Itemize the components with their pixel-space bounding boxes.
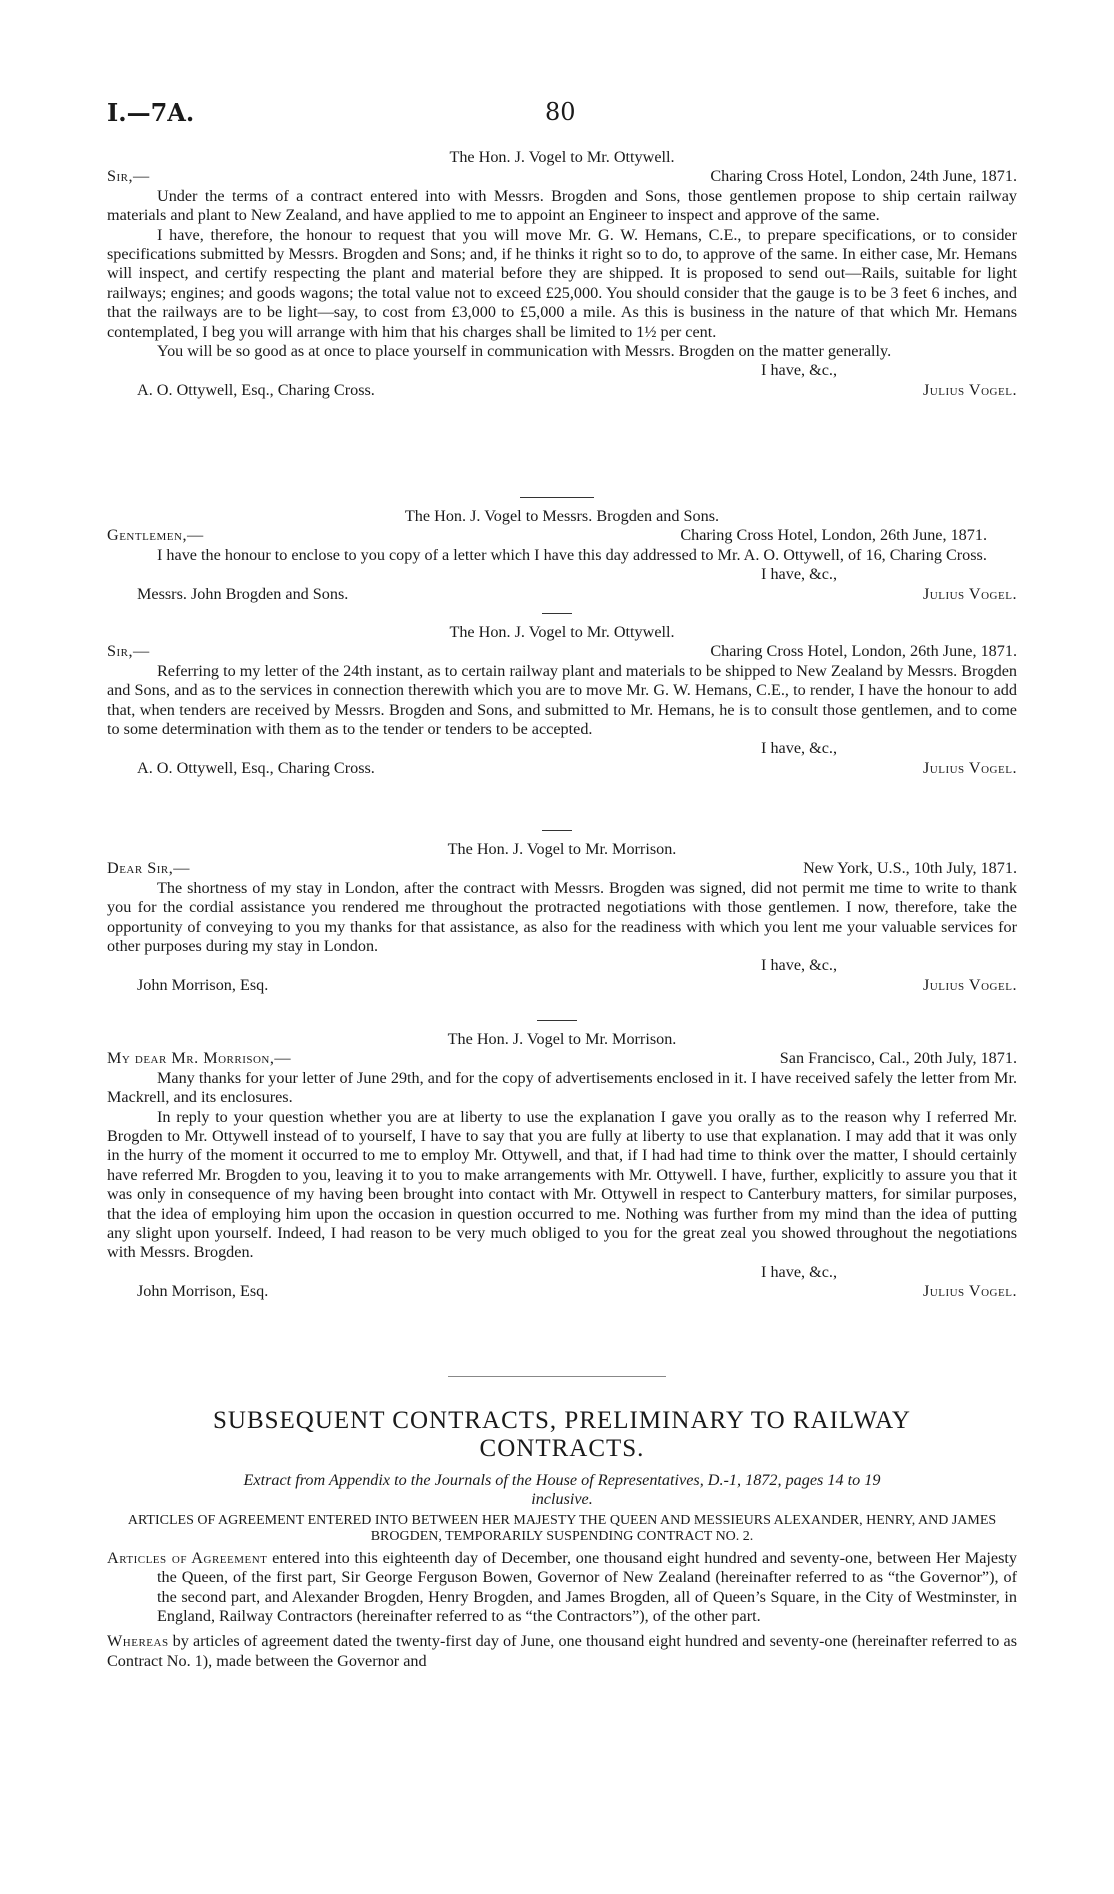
page-reference: I.—7A. (107, 98, 195, 127)
paragraph: The shortness of my stay in London, after the contract with Messrs. Brogden was signed, did not permit me time to write to thank you for the cordial assistance you rendered me throughout the protracted negotiations with those gentlemen. I now, therefore, take the opportunity of conveying to you my thanks for that assistance, as also for the readiness with which you lent me your valuable services for other purposes during my stay in London. (107, 878, 1017, 956)
paragraph: In reply to your question whether you are at liberty to use the explanation I gave you orally as to the reason why I referred Mr. Brogden to Mr. Ottywell instead of to yourself, I have to say that you are fully at liberty to use that explanation. I may add that it was only in the hurry of the moment it occurred to me to employ Mr. Ottywell, and that, if I had had time to think over the matter, I should certainly have referred Mr. Brogden to you, leaving it to you to make arrangements with Mr. Ottywell. I have, further, explicitly to assure you that it was only in consequence of my having been brought into contact with Mr. Ottywell in respect to Canterbury matters, for similar purposes, that the idea of employing him upon the occasion in question occurred to me. Nothing was further from my mind than the idea of putting any slight upon yourself. Indeed, I had reason to be very much obliged to you for the great zeal you showed throughout the negotiations with Messrs. Brogden. (107, 1107, 1017, 1262)
section-title-line-1: SUBSEQUENT CONTRACTS, PRELIMINARY TO RAILWAY (212, 1407, 911, 1434)
signature: Julius Vogel. (922, 1282, 1017, 1301)
letter-head (107, 526, 1017, 545)
place-date: Charing Cross Hotel, London, 24th June, 1871. (710, 167, 1017, 186)
letter-footer (107, 381, 1017, 400)
letter-footer (107, 585, 1017, 604)
place-date: Charing Cross Hotel, London, 26th June, 1871. (680, 526, 987, 545)
letter-5 (107, 1030, 1017, 1302)
letter-1 (107, 148, 1017, 400)
closing: I have, &c., (761, 565, 837, 584)
closing: I have, &c., (761, 739, 837, 758)
divider (537, 1020, 577, 1021)
whereas-paragraph (107, 1632, 1017, 1671)
closing: I have, &c., (761, 361, 837, 380)
signature: Julius Vogel. (922, 380, 1017, 399)
salutation: Sir,— (107, 642, 150, 661)
addressee: John Morrison, Esq. (137, 1282, 269, 1301)
articles-lead: Articles of Agreement (107, 1548, 268, 1567)
extract-note: Extract from Appendix to the Journals of the House of Representatives, D.-1, 1872, pages 14 to 19 (243, 1471, 881, 1489)
letter-title: The Hon. J. Vogel to Mr. Ottywell. (449, 148, 675, 166)
addressee: John Morrison, Esq. (137, 975, 269, 994)
paragraph: I have, therefore, the honour to request that you will move Mr. G. W. Hemans, C.E., to prepare specifications, or to consider specifications submitted by Messrs. Brogden and Sons; and, if he thinks it right so to do, to approve of the same. In either case, Mr. Hemans will inspect, and certify respecting the plant and material before they are shipped. It is proposed to send out—Rails, suitable for light railways; engines; and goods wagons; the total value not to exceed £25,000. You should consider that the gauge is to be 3 feet 6 inches, and that the railways are to be light—say, to cost from £3,000 to £5,000 a mile. As this is business in the nature of that which Mr. Hemans contemplated, I beg you will arrange with him that his charges shall be limited to 1½ per cent. (107, 225, 1017, 341)
paragraph: I have the honour to enclose to you copy of a letter which I have this day addressed to Mr. A. O. Ottywell, of 16, Charing Cross. (157, 545, 987, 564)
place-date: Charing Cross Hotel, London, 26th June, 1871. (710, 642, 1017, 661)
paragraph: You will be so good as at once to place yourself in communication with Messrs. Brogden on the matter generally. (157, 342, 892, 361)
letter-3 (107, 623, 1017, 778)
divider (520, 497, 594, 498)
place-date: San Francisco, Cal., 20th July, 1871. (779, 1049, 1017, 1068)
letter-2 (107, 507, 1017, 604)
extract-note-cont: inclusive. (531, 1490, 593, 1509)
section-title (107, 1407, 1017, 1463)
divider (542, 830, 572, 831)
divider (542, 613, 572, 614)
paragraph: Many thanks for your letter of June 29th, and for the copy of advertisements enclosed in it. I have received safely the letter from Mr. Mackrell, and its enclosures. (107, 1068, 1017, 1107)
addressee: Messrs. John Brogden and Sons. (137, 584, 349, 603)
section-divider (448, 1376, 666, 1377)
letter-title: The Hon. J. Vogel to Mr. Morrison. (447, 1030, 677, 1048)
letter-footer (107, 759, 1017, 778)
letter-head (107, 859, 1017, 878)
section-body (107, 1471, 1017, 1671)
addressee: A. O. Ottywell, Esq., Charing Cross. (137, 758, 375, 777)
closing: I have, &c., (761, 956, 837, 975)
closing: I have, &c., (761, 1262, 837, 1281)
letter-head (107, 1049, 1017, 1068)
whereas-text: by articles of agreement dated the twenty-first day of June, one thousand eight hundred and seventy-one (hereinafter referred to as Contract No. 1), made between the Governor and (107, 1632, 1017, 1670)
articles-paragraph (107, 1549, 1017, 1627)
signature: Julius Vogel. (922, 758, 1017, 777)
paragraph: Referring to my letter of the 24th instant, as to certain railway plant and materials to be shipped to New Zealand by Messrs. Brogden and Sons, and as to the services in connection therewith which you are to move Mr. G. W. Hemans, C.E., to render, I have the honour to add that, when tenders are received by Messrs. Brogden and Sons, and submitted to Mr. Hemans, he is to consult those gentlemen, and to come to some determination with them as to the tender or tenders to be accepted. (107, 661, 1017, 739)
salutation: Gentlemen,— (107, 526, 204, 545)
salutation: Dear Sir,— (107, 859, 190, 878)
letter-head (107, 167, 1017, 186)
addressee: A. O. Ottywell, Esq., Charing Cross. (137, 380, 375, 399)
letter-footer (107, 1282, 1017, 1301)
letter-4 (107, 840, 1017, 995)
salutation: Sir,— (107, 167, 150, 186)
whereas-lead: Whereas (107, 1632, 169, 1651)
agreement-heading: ARTICLES OF AGREEMENT ENTERED INTO BETWEEN HER MAJESTY THE QUEEN AND MESSIEURS ALEXANDER, HENRY, AND JAMES BROGDEN, TEMPORARILY SUSPENDING CONTRACT NO. 2. (127, 1512, 997, 1544)
articles-text: entered into this eighteenth day of December, one thousand eight hundred and seventy-one, between Her Majesty the Queen, of the first part, Sir George Ferguson Bowen, Governor of New Zealand (hereinafter referred to as “the Governor”), of the second part, and Alexander Brogden, Henry Brogden, and James Brogden, all of Queen’s Square, in the City of Westminster, in England, Railway Contractors (hereinafter referred to as “the Contractors”), of the other part. (157, 1548, 1018, 1626)
paragraph: Under the terms of a contract entered into with Messrs. Brogden and Sons, those gentlemen propose to ship certain railway materials and plant to New Zealand, and have applied to me to appoint an Engineer to inspect and approve of the same. (107, 186, 1017, 225)
section-title-line-2: CONTRACTS. (479, 1435, 645, 1462)
page-number: 80 (545, 98, 576, 126)
letter-title: The Hon. J. Vogel to Messrs. Brogden and Sons. (404, 507, 720, 525)
letter-footer (107, 976, 1017, 995)
letter-title: The Hon. J. Vogel to Mr. Ottywell. (449, 623, 675, 641)
place-date: New York, U.S., 10th July, 1871. (803, 859, 1017, 878)
letter-title: The Hon. J. Vogel to Mr. Morrison. (447, 840, 677, 858)
signature: Julius Vogel. (922, 975, 1017, 994)
letter-head (107, 642, 1017, 661)
salutation: My dear Mr. Morrison,— (107, 1049, 292, 1068)
signature: Julius Vogel. (922, 584, 1017, 603)
